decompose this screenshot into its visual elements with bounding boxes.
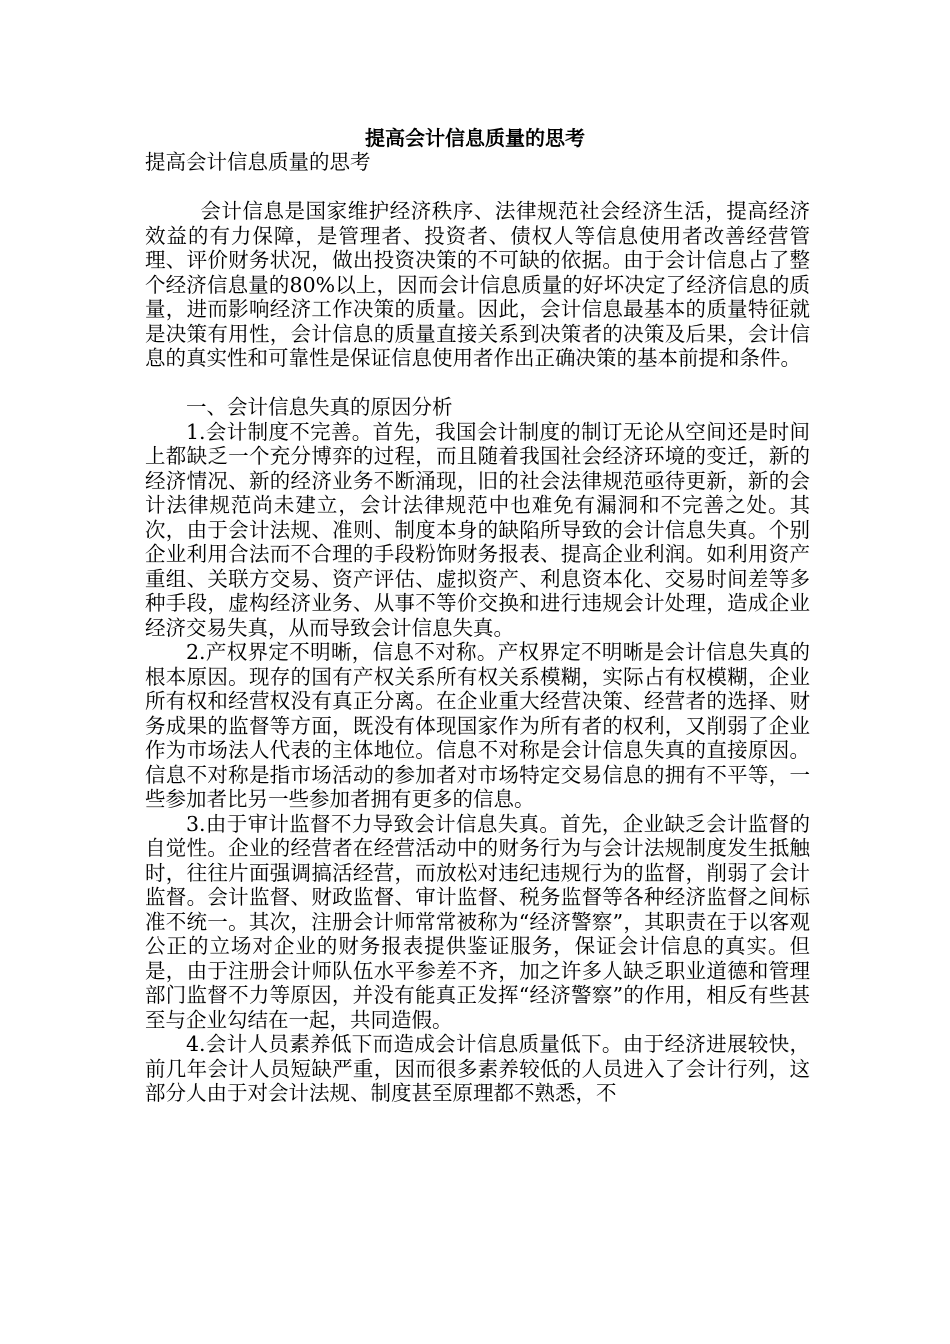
document-title: 提高会计信息质量的思考 bbox=[365, 126, 585, 150]
blank-line bbox=[145, 175, 810, 200]
section-heading: 一、会计信息失真的原因分析 bbox=[186, 395, 453, 419]
body-paragraph: 3.由于审计监督不力导致会计信息失真。首先，企业缺乏会计监督的自觉性。企业的经营者在经营活动中的财务行为与会计法规制度发生抵触时，往往片面强调搞活经营，而放松对违纪违规行为的监督，削弱了会计监督。会计监督、财政监督、审计监督、税务监督等各种经济监督之间标准不统一。其次，注册会计师常常被称为“经济警察”，其职责在于以客观公正的立场对企业的财务报表提供鉴证服务，保证会计信息的真实。但是，由于注册会计师队伍水平参差不齐，加之许多人缺乏职业道德和管理部门监督不力等原因，并没有能真正发挥“经济警察”的作用，相反有些甚至与企业勾结在一起，共同造假。 bbox=[145, 811, 810, 1032]
blank-line bbox=[145, 371, 810, 396]
intro-paragraph: 会计信息是国家维护经济秩序、法律规范社会经济生活，提高经济效益的有力保障，是管理者、投资者、债权人等信息使用者改善经营管理、评价财务状况，做出投资决策的不可缺的依据。由于会计信息占了整个经济信息量的80%以上，因而会计信息质量的好坏决定了经济信息的质量，进而影响经济工作决策的质量。因此，会计信息最基本的质量特征就是决策有用性，会计信息的质量直接关系到决策者的决策及后果，会计信息的真实性和可靠性是保证信息使用者作出正确决策的基本前提和条件。 bbox=[145, 199, 810, 370]
document-subtitle: 提高会计信息质量的思考 bbox=[145, 150, 371, 174]
document-body bbox=[145, 150, 810, 1106]
body-paragraph: 2.产权界定不明晰，信息不对称。产权界定不明晰是会计信息失真的根本原因。现存的国有产权关系所有权关系模糊，实际占有权模糊，企业所有权和经营权没有真正分离。在企业重大经营决策、经营者的选择、财务成果的监督等方面，既没有体现国家作为所有者的权利，又削弱了企业作为市场法人代表的主体地位。信息不对称是会计信息失真的直接原因。信息不对称是指市场活动的参加者对市场特定交易信息的拥有不平等，一些参加者比另一些参加者拥有更多的信息。 bbox=[145, 640, 810, 811]
body-paragraph: 4.会计人员素养低下而造成会计信息质量低下。由于经济进展较快，前几年会计人员短缺严重，因而很多素养较低的人员进入了会计行列，这部分人由于对会计法规、制度甚至原理都不熟悉，不 bbox=[145, 1032, 810, 1105]
body-paragraph: 1.会计制度不完善。首先，我国会计制度的制订无论从空间还是时间上都缺乏一个充分博弈的过程，而且随着我国社会经济环境的变迁，新的经济情况、新的经济业务不断涌现，旧的社会法律规范亟待更新，新的会计法律规范尚未建立，会计法律规范中也难免有漏洞和不完善之处。其次，由于会计法规、准则、制度本身的缺陷所导致的会计信息失真。个别企业利用合法而不合理的手段粉饰财务报表、提高企业利润。如利用资产重组、关联方交易、资产评估、虚拟资产、利息资本化、交易时间差等多种手段，虚构经济业务、从事不等价交换和进行违规会计处理，造成企业经济交易失真，从而导致会计信息失真。 bbox=[145, 419, 810, 640]
